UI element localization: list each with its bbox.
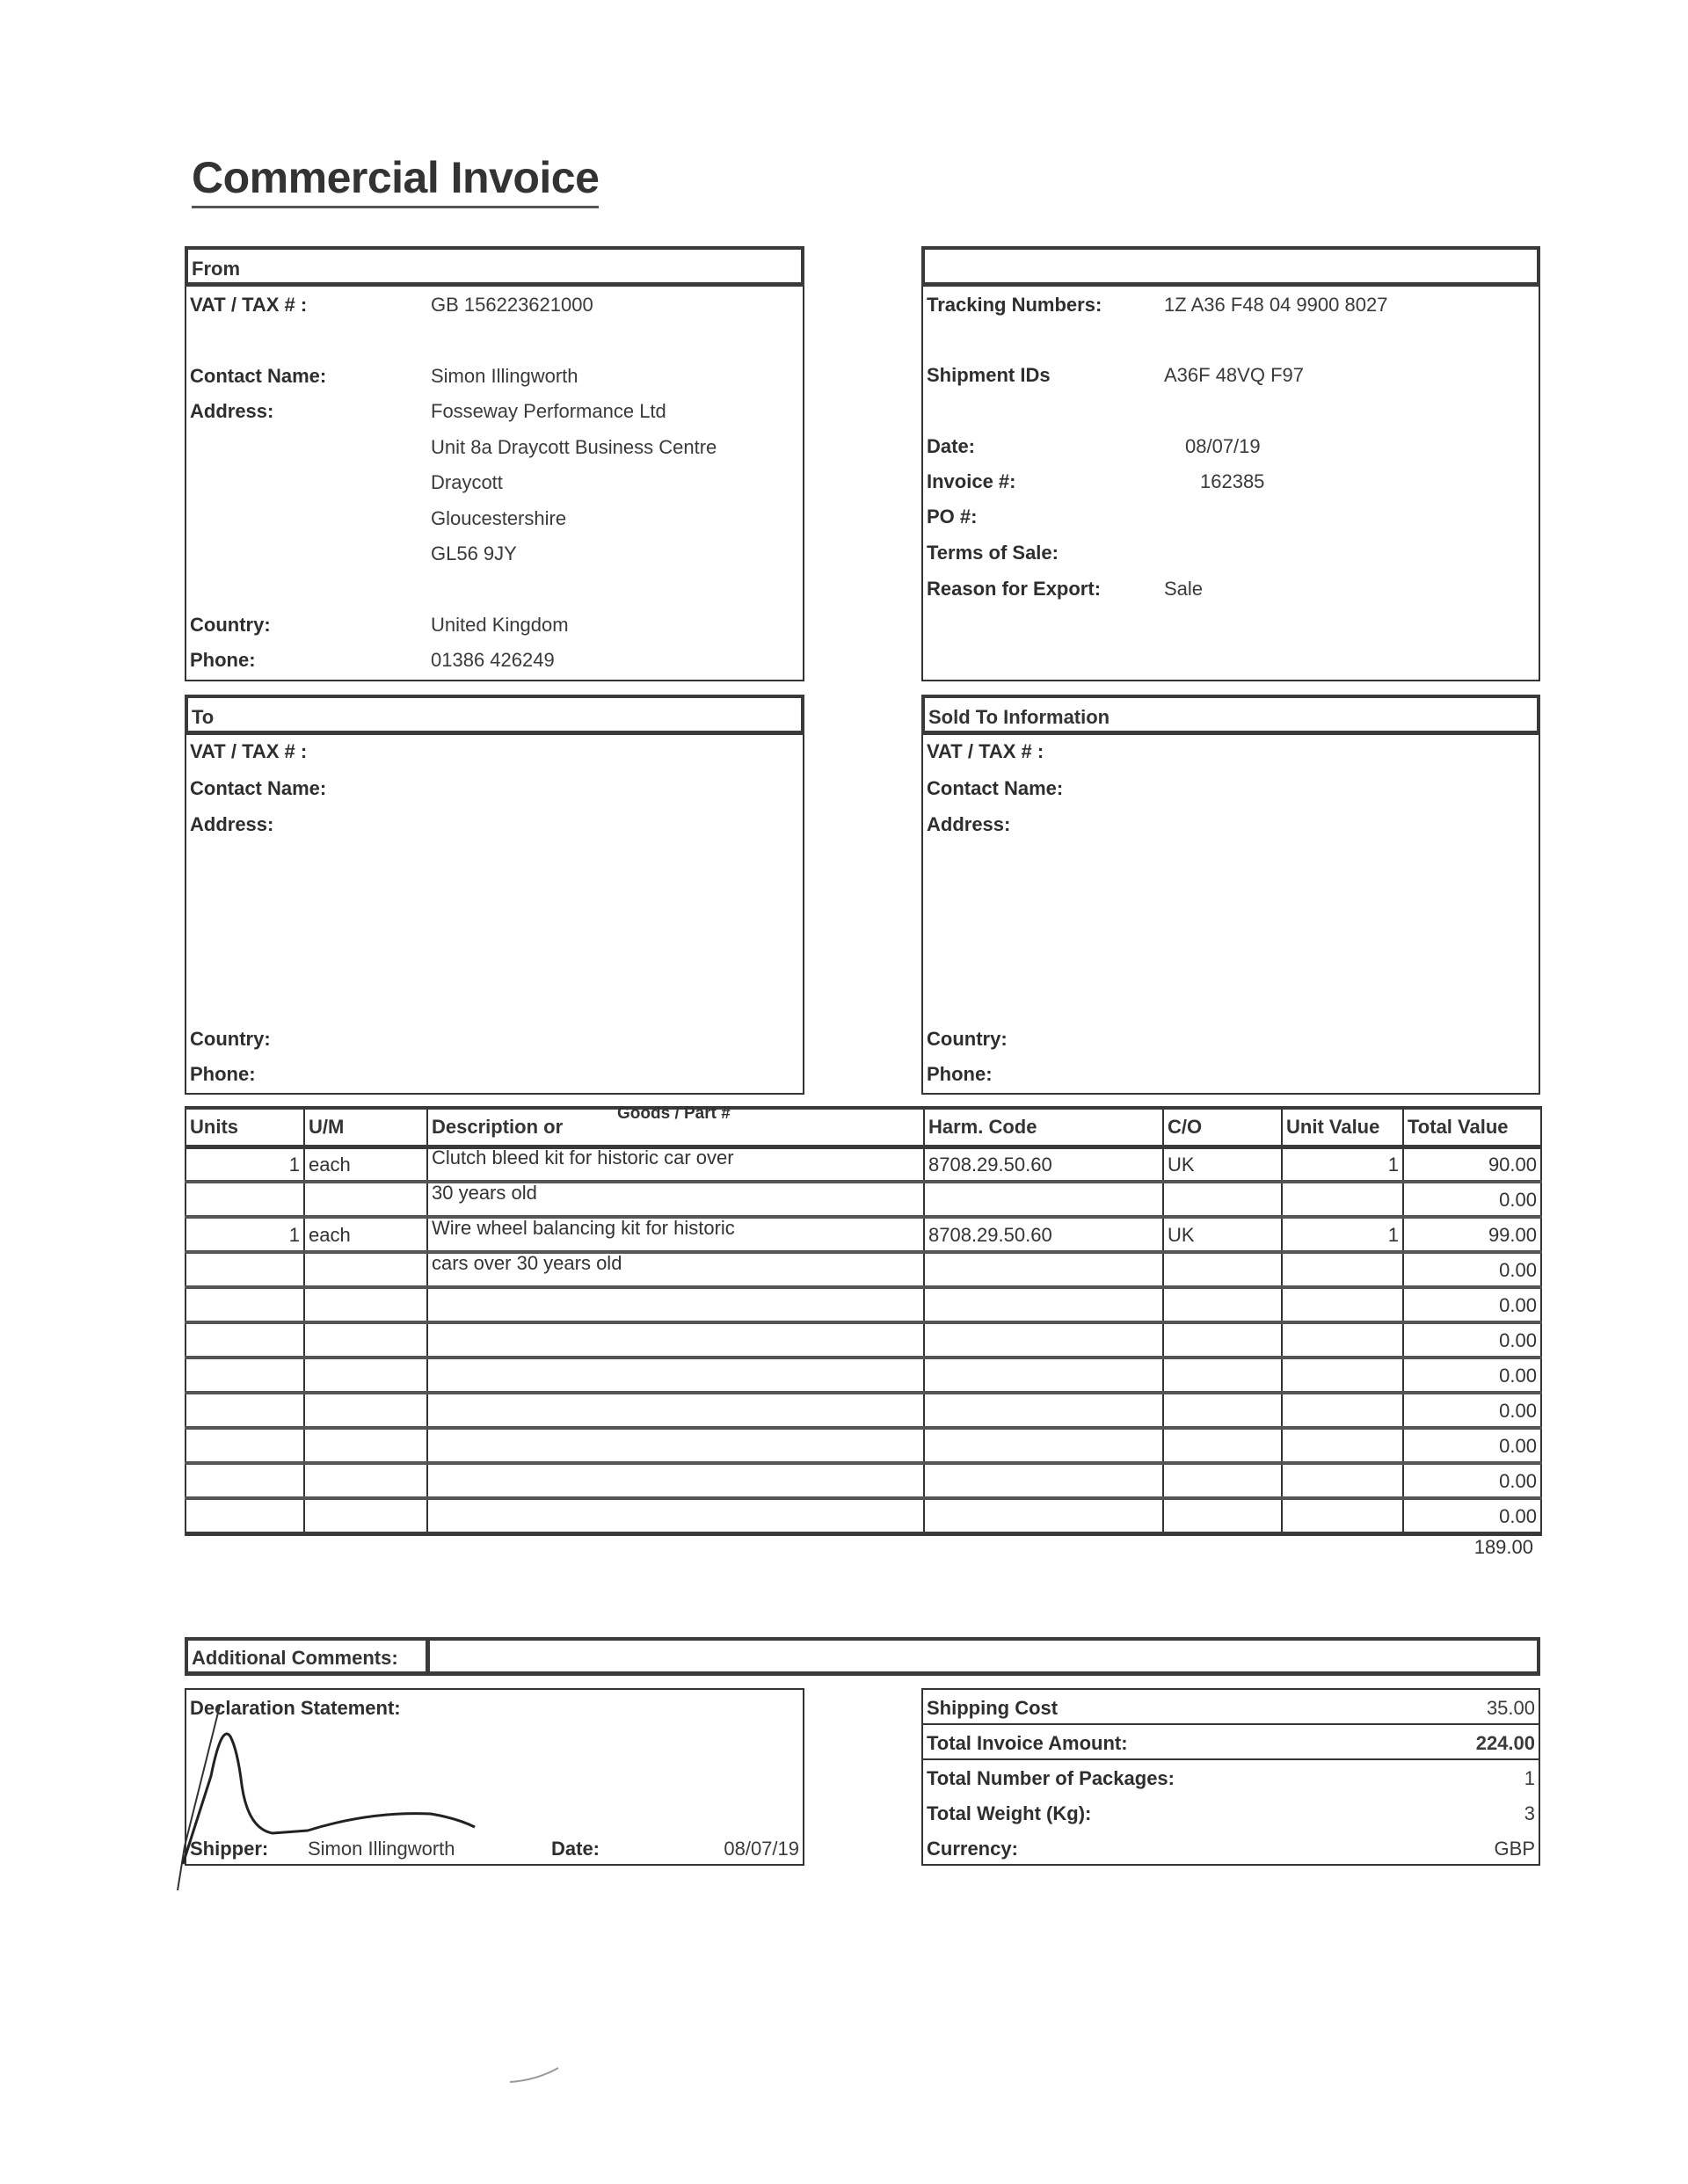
to-contact-label: Contact Name: bbox=[190, 777, 327, 799]
cell-total: 0.00 bbox=[1403, 1393, 1541, 1428]
line-items-table bbox=[185, 1106, 1542, 1536]
col-harm-code: Harm. Code bbox=[924, 1108, 1163, 1147]
sold-to-header: Sold To Information bbox=[921, 695, 1540, 735]
tracking-label: Tracking Numbers: bbox=[927, 294, 1102, 316]
cell-total: 99.00 bbox=[1403, 1217, 1541, 1252]
cell-um bbox=[304, 1287, 427, 1322]
col-units: Units bbox=[186, 1108, 304, 1147]
cell-um bbox=[304, 1358, 427, 1393]
declaration-date-value: 08/07/19 bbox=[724, 1838, 799, 1860]
from-header: From bbox=[185, 246, 804, 287]
to-phone-label: Phone: bbox=[190, 1063, 256, 1085]
cell-unit-value bbox=[1282, 1498, 1403, 1533]
terms-label: Terms of Sale: bbox=[927, 542, 1059, 564]
cell-um bbox=[304, 1498, 427, 1533]
cell-units bbox=[186, 1358, 304, 1393]
table-row bbox=[186, 1428, 1541, 1463]
shipping-cost-value: 35.00 bbox=[1486, 1697, 1535, 1719]
from-contact-label: Contact Name: bbox=[190, 365, 327, 387]
to-section bbox=[185, 695, 804, 1095]
cell-co bbox=[1163, 1498, 1282, 1533]
from-address-line: Unit 8a Draycott Business Centre bbox=[431, 436, 717, 458]
cell-unit-value bbox=[1282, 1182, 1403, 1217]
sold-to-section bbox=[921, 695, 1540, 1095]
packages-value: 1 bbox=[1524, 1767, 1535, 1789]
cell-um bbox=[304, 1322, 427, 1358]
cell-co: UK bbox=[1163, 1147, 1282, 1182]
cell-units bbox=[186, 1322, 304, 1358]
to-country-label: Country: bbox=[190, 1028, 271, 1050]
cell-total: 90.00 bbox=[1403, 1147, 1541, 1182]
cell-harm-code bbox=[924, 1182, 1163, 1217]
weight-value: 3 bbox=[1524, 1802, 1535, 1824]
cell-unit-value bbox=[1282, 1322, 1403, 1358]
cell-harm-code bbox=[924, 1322, 1163, 1358]
cell-units bbox=[186, 1287, 304, 1322]
invoice-total-label: Total Invoice Amount: bbox=[927, 1732, 1128, 1754]
cell-units bbox=[186, 1428, 304, 1463]
weight-label: Total Weight (Kg): bbox=[927, 1802, 1092, 1824]
cell-units: 1 bbox=[186, 1217, 304, 1252]
from-address-line: GL56 9JY bbox=[431, 542, 517, 564]
cell-total: 0.00 bbox=[1403, 1428, 1541, 1463]
cell-total: 0.00 bbox=[1403, 1252, 1541, 1287]
invoice-number-label: Invoice #: bbox=[927, 470, 1016, 492]
table-row bbox=[186, 1252, 1541, 1287]
cell-harm-code bbox=[924, 1498, 1163, 1533]
table-row bbox=[186, 1498, 1541, 1533]
cell-unit-value bbox=[1282, 1252, 1403, 1287]
table-header-row bbox=[186, 1108, 1541, 1147]
col-total-value: Total Value bbox=[1403, 1108, 1541, 1147]
invoice-number-value: 162385 bbox=[1200, 470, 1265, 492]
cell-units bbox=[186, 1498, 304, 1533]
cell-total: 0.00 bbox=[1403, 1498, 1541, 1533]
cell-units bbox=[186, 1463, 304, 1498]
cell-harm-code bbox=[924, 1393, 1163, 1428]
cell-co: UK bbox=[1163, 1217, 1282, 1252]
cell-co bbox=[1163, 1428, 1282, 1463]
cell-um: each bbox=[304, 1217, 427, 1252]
cell-unit-value bbox=[1282, 1393, 1403, 1428]
col-unit-value: Unit Value bbox=[1282, 1108, 1403, 1147]
shipment-ids-value: A36F 48VQ F97 bbox=[1164, 364, 1304, 386]
description-text: Wire wheel balancing kit for historic bbox=[432, 1217, 735, 1239]
cell-harm-code bbox=[924, 1358, 1163, 1393]
shipper-label: Shipper: bbox=[190, 1838, 269, 1860]
totals-section bbox=[921, 1688, 1540, 1866]
cell-um bbox=[304, 1252, 427, 1287]
declaration-date-label: Date: bbox=[551, 1838, 600, 1860]
cell-description bbox=[427, 1287, 924, 1322]
cell-co bbox=[1163, 1322, 1282, 1358]
cell-um: each bbox=[304, 1147, 427, 1182]
from-vat-label: VAT / TAX # : bbox=[190, 294, 308, 316]
page-title: Commercial Invoice bbox=[192, 154, 599, 208]
cell-unit-value bbox=[1282, 1358, 1403, 1393]
cell-um bbox=[304, 1428, 427, 1463]
cell-co bbox=[1163, 1358, 1282, 1393]
from-address-line: Gloucestershire bbox=[431, 507, 567, 529]
cell-co bbox=[1163, 1393, 1282, 1428]
declaration-section bbox=[185, 1688, 804, 1866]
cell-total: 0.00 bbox=[1403, 1358, 1541, 1393]
sold-to-contact-label: Contact Name: bbox=[927, 777, 1064, 799]
reason-label: Reason for Export: bbox=[927, 578, 1102, 600]
table-row bbox=[186, 1182, 1541, 1217]
cell-description bbox=[427, 1147, 924, 1182]
sold-to-vat-label: VAT / TAX # : bbox=[927, 740, 1044, 762]
shipment-section bbox=[921, 246, 1540, 681]
cell-description bbox=[427, 1182, 924, 1217]
from-address-label: Address: bbox=[190, 400, 274, 422]
cell-units bbox=[186, 1182, 304, 1217]
cell-co bbox=[1163, 1252, 1282, 1287]
to-header: To bbox=[185, 695, 804, 735]
pen-mark-icon bbox=[492, 2057, 580, 2093]
col-um: U/M bbox=[304, 1108, 427, 1147]
cell-description bbox=[427, 1322, 924, 1358]
cell-total: 0.00 bbox=[1403, 1322, 1541, 1358]
cell-um bbox=[304, 1182, 427, 1217]
cell-units bbox=[186, 1252, 304, 1287]
shipping-cost-label: Shipping Cost bbox=[927, 1697, 1059, 1719]
packages-label: Total Number of Packages: bbox=[927, 1767, 1175, 1789]
tracking-value: 1Z A36 F48 04 9900 8027 bbox=[1164, 294, 1388, 316]
cell-unit-value bbox=[1282, 1463, 1403, 1498]
col-description bbox=[427, 1104, 924, 1147]
col-description-label: Description or bbox=[432, 1115, 564, 1138]
from-address-line: Fosseway Performance Ltd bbox=[431, 400, 666, 422]
date-label: Date: bbox=[927, 435, 976, 457]
cell-description bbox=[427, 1428, 924, 1463]
cell-total: 0.00 bbox=[1403, 1463, 1541, 1498]
from-country-value: United Kingdom bbox=[431, 614, 569, 636]
cell-unit-value bbox=[1282, 1287, 1403, 1322]
to-vat-label: VAT / TAX # : bbox=[190, 740, 308, 762]
cell-description bbox=[427, 1498, 924, 1533]
additional-comments-label: Additional Comments: bbox=[188, 1641, 430, 1671]
description-text: cars over 30 years old bbox=[432, 1252, 622, 1274]
from-vat-value: GB 156223621000 bbox=[431, 294, 593, 316]
currency-label: Currency: bbox=[927, 1838, 1018, 1860]
po-label: PO #: bbox=[927, 506, 978, 528]
cell-co bbox=[1163, 1463, 1282, 1498]
additional-comments-bar bbox=[185, 1637, 1540, 1676]
from-section bbox=[185, 246, 804, 681]
sold-to-address-label: Address: bbox=[927, 813, 1011, 835]
description-text: 30 years old bbox=[432, 1182, 537, 1204]
table-row bbox=[186, 1147, 1541, 1182]
cell-harm-code bbox=[924, 1463, 1163, 1498]
description-text: Clutch bleed kit for historic car over bbox=[432, 1147, 734, 1168]
cell-um bbox=[304, 1393, 427, 1428]
to-address-label: Address: bbox=[190, 813, 274, 835]
cell-description bbox=[427, 1463, 924, 1498]
cell-harm-code bbox=[924, 1287, 1163, 1322]
table-row bbox=[186, 1322, 1541, 1358]
cell-harm-code bbox=[924, 1428, 1163, 1463]
cell-units: 1 bbox=[186, 1147, 304, 1182]
table-row bbox=[186, 1463, 1541, 1498]
cell-harm-code bbox=[924, 1252, 1163, 1287]
cell-co bbox=[1163, 1287, 1282, 1322]
cell-um bbox=[304, 1463, 427, 1498]
col-goods-part-label: Goods / Part # bbox=[617, 1104, 731, 1123]
shipper-name: Simon Illingworth bbox=[308, 1838, 455, 1860]
cell-description bbox=[427, 1252, 924, 1287]
cell-description bbox=[427, 1217, 924, 1252]
cell-unit-value bbox=[1282, 1428, 1403, 1463]
cell-total: 0.00 bbox=[1403, 1287, 1541, 1322]
table-row bbox=[186, 1358, 1541, 1393]
shipment-header bbox=[921, 246, 1540, 287]
col-country-of-origin: C/O bbox=[1163, 1108, 1282, 1147]
sold-to-country-label: Country: bbox=[927, 1028, 1008, 1050]
from-country-label: Country: bbox=[190, 614, 271, 636]
from-contact-value: Simon Illingworth bbox=[431, 365, 578, 387]
cell-total: 0.00 bbox=[1403, 1182, 1541, 1217]
sold-to-phone-label: Phone: bbox=[927, 1063, 993, 1085]
table-row bbox=[186, 1393, 1541, 1428]
cell-units bbox=[186, 1393, 304, 1428]
from-phone-value: 01386 426249 bbox=[431, 649, 555, 671]
table-row bbox=[186, 1217, 1541, 1252]
items-subtotal: 189.00 bbox=[1473, 1536, 1533, 1558]
reason-value: Sale bbox=[1164, 578, 1204, 600]
declaration-label: Declaration Statement: bbox=[190, 1697, 401, 1719]
cell-description bbox=[427, 1393, 924, 1428]
additional-comments-field[interactable] bbox=[434, 1641, 1537, 1671]
cell-unit-value: 1 bbox=[1282, 1217, 1403, 1252]
invoice-total-value: 224.00 bbox=[1475, 1732, 1535, 1754]
cell-co bbox=[1163, 1182, 1282, 1217]
from-phone-label: Phone: bbox=[190, 649, 256, 671]
cell-description bbox=[427, 1358, 924, 1393]
cell-harm-code: 8708.29.50.60 bbox=[924, 1217, 1163, 1252]
currency-value: GBP bbox=[1494, 1838, 1535, 1860]
cell-harm-code: 8708.29.50.60 bbox=[924, 1147, 1163, 1182]
table-row bbox=[186, 1287, 1541, 1322]
from-address-line: Draycott bbox=[431, 471, 503, 493]
date-value: 08/07/19 bbox=[1185, 435, 1261, 457]
cell-unit-value: 1 bbox=[1282, 1147, 1403, 1182]
shipment-ids-label: Shipment IDs bbox=[927, 364, 1051, 386]
